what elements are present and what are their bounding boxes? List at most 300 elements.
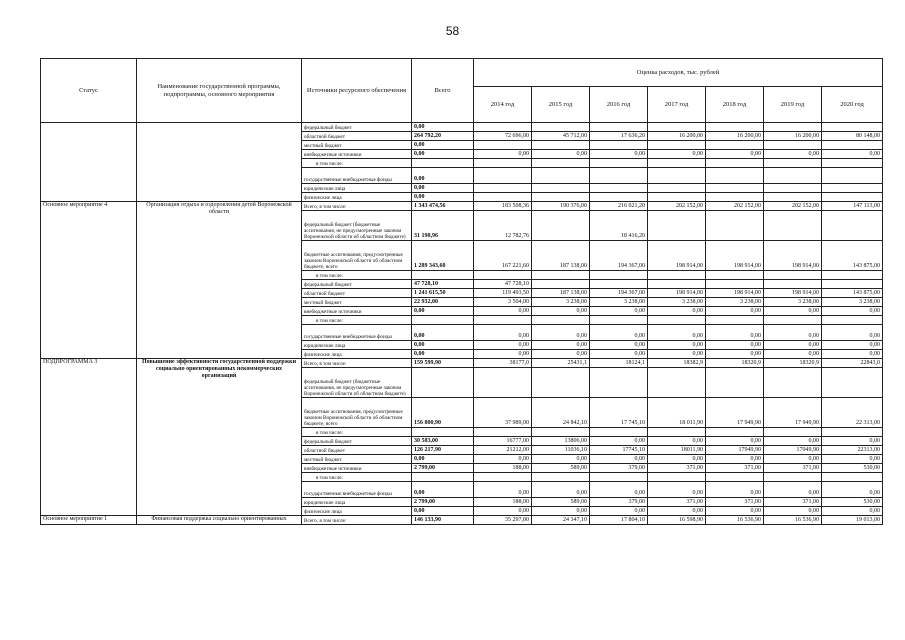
row-year-value: 72 696,00 (474, 132, 532, 141)
header-year: 2019 год (764, 87, 822, 123)
row-year-value (474, 316, 532, 325)
row-year-value: 47 728,10 (474, 280, 532, 289)
row-year-value: 25431,1 (532, 359, 590, 368)
row-year-value: 0,00 (822, 455, 883, 464)
row-year-value: 13806,00 (532, 437, 590, 446)
row-year-value: 0,00 (590, 150, 648, 159)
row-year-value (822, 428, 883, 437)
row-total: 126 217,90 (412, 446, 474, 455)
header-year: 2014 год (474, 87, 532, 123)
row-year-value (590, 316, 648, 325)
row-year-value: 18320,9 (706, 359, 764, 368)
row-year-value: 0,00 (532, 455, 590, 464)
row-year-value: 18124,1 (590, 359, 648, 368)
row-year-value (474, 368, 532, 398)
row-year-value (648, 168, 706, 184)
row-year-value: 0,00 (764, 455, 822, 464)
row-year-value: 16 200,00 (648, 132, 706, 141)
row-total (412, 473, 474, 482)
row-year-value: 371,00 (648, 498, 706, 507)
row-year-value (648, 271, 706, 280)
row-year-value (822, 141, 883, 150)
row-source: государственные внебюджетные фонды (302, 325, 412, 341)
row-total: 264 792,20 (412, 132, 474, 141)
row-year-value: 0,00 (822, 150, 883, 159)
row-year-value (822, 168, 883, 184)
row-total: 0,00 (412, 168, 474, 184)
row-year-value: 194 367,00 (590, 241, 648, 271)
row-year-value: 0,00 (532, 307, 590, 316)
row-year-value: 24 842,10 (532, 398, 590, 428)
row-year-value: 16 598,90 (648, 516, 706, 525)
row-total: 0,00 (412, 307, 474, 316)
row-year-value (822, 368, 883, 398)
row-source: федеральный бюджет (302, 123, 412, 132)
row-year-value: 198 914,00 (764, 241, 822, 271)
header-year: 2020 год (822, 87, 883, 123)
row-status: Основное мероприятие 1 (41, 516, 137, 525)
row-year-value: 17 949,90 (764, 398, 822, 428)
row-year-value: 0,00 (474, 325, 532, 341)
row-source: в том числе: (302, 473, 412, 482)
row-year-value (532, 141, 590, 150)
row-year-value: 0,00 (532, 150, 590, 159)
row-year-value: 183 508,36 (474, 202, 532, 211)
row-year-value: 0,00 (706, 455, 764, 464)
row-year-value (822, 159, 883, 168)
row-year-value (706, 193, 764, 202)
row-year-value (648, 368, 706, 398)
row-year-value (532, 280, 590, 289)
row-year-value: 371,00 (764, 498, 822, 507)
row-year-value: 17949,90 (706, 446, 764, 455)
row-year-value: 0,00 (590, 307, 648, 316)
row-year-value: 0,00 (822, 482, 883, 498)
row-source: областной бюджет (302, 132, 412, 141)
row-year-value (474, 141, 532, 150)
row-year-value: 17 804,10 (590, 516, 648, 525)
row-year-value: 147 113,00 (822, 202, 883, 211)
row-total: 31 198,96 (412, 211, 474, 241)
row-total: 30 583,00 (412, 437, 474, 446)
header-row (41, 59, 883, 87)
row-year-value: 12 782,76 (474, 211, 532, 241)
row-year-value (706, 280, 764, 289)
row-year-value: 17949,90 (764, 446, 822, 455)
row-program (137, 123, 302, 202)
row-year-value (474, 168, 532, 184)
row-year-value: 24 347,10 (532, 516, 590, 525)
row-year-value (474, 123, 532, 132)
row-year-value: 0,00 (532, 482, 590, 498)
row-year-value: 143 875,00 (822, 289, 883, 298)
row-year-value: 530,00 (822, 464, 883, 473)
row-year-value: 19 013,00 (822, 516, 883, 525)
row-year-value: 0,00 (706, 482, 764, 498)
row-year-value: 21212,00 (474, 446, 532, 455)
row-source: физические лица (302, 507, 412, 516)
row-year-value: 18320,9 (764, 359, 822, 368)
row-year-value: 38177,0 (474, 359, 532, 368)
row-year-value (706, 184, 764, 193)
row-year-value: 0,00 (822, 507, 883, 516)
row-year-value (590, 123, 648, 132)
row-source: областной бюджет (302, 446, 412, 455)
row-year-value: 0,00 (648, 482, 706, 498)
row-total: 0,00 (412, 341, 474, 350)
table-row (41, 359, 883, 368)
row-total: 1 241 615,50 (412, 289, 474, 298)
row-year-value (532, 316, 590, 325)
row-source: бюджетные ассигнования, предусмотренные законом Воронежской области об областном бюджете, всего (302, 241, 412, 271)
row-year-value: 3 238,00 (764, 298, 822, 307)
row-year-value: 202 152,00 (648, 202, 706, 211)
row-year-value (532, 428, 590, 437)
row-total: 159 599,90 (412, 359, 474, 368)
row-year-value (648, 184, 706, 193)
row-year-value: 198 914,00 (706, 241, 764, 271)
row-program: Повышение эффективности государственной поддержки социально ориентированных некоммерческих организаций (137, 359, 302, 516)
row-year-value: 0,00 (706, 150, 764, 159)
row-year-value: 0,00 (474, 482, 532, 498)
row-year-value: 0,00 (764, 307, 822, 316)
header-total: Всего (412, 59, 474, 123)
row-year-value: 167 221,60 (474, 241, 532, 271)
row-year-value: 371,00 (648, 464, 706, 473)
row-year-value: 0,00 (764, 341, 822, 350)
row-year-value: 0,00 (532, 341, 590, 350)
row-year-value (532, 123, 590, 132)
row-year-value (590, 193, 648, 202)
row-year-value: 18 416,20 (590, 211, 648, 241)
table-row (41, 516, 883, 525)
row-year-value: 0,00 (822, 350, 883, 359)
row-year-value (532, 368, 590, 398)
row-total: 156 800,90 (412, 398, 474, 428)
row-total (412, 159, 474, 168)
row-year-value (764, 428, 822, 437)
row-year-value (822, 123, 883, 132)
row-year-value: 0,00 (764, 437, 822, 446)
row-year-value: 0,00 (474, 507, 532, 516)
row-source: федеральный бюджет (302, 437, 412, 446)
row-year-value: 37 989,00 (474, 398, 532, 428)
row-source: внебюджетные источники (302, 150, 412, 159)
row-year-value (590, 168, 648, 184)
row-program: Финансовая поддержка социально ориентированных (137, 516, 302, 525)
row-year-value (764, 316, 822, 325)
row-total: 0,00 (412, 455, 474, 464)
row-year-value: 0,00 (648, 341, 706, 350)
row-year-value: 0,00 (532, 350, 590, 359)
row-year-value (822, 473, 883, 482)
row-year-value (648, 473, 706, 482)
row-source: федеральный бюджет (бюджетные ассигнования, не предусмотренные законом Воронежской области об областном бюджете) (302, 211, 412, 241)
row-total: 47 728,10 (412, 280, 474, 289)
header-year: 2017 год (648, 87, 706, 123)
row-status: ПОДПРОГРАММА 3 (41, 359, 137, 516)
row-year-value (764, 211, 822, 241)
row-year-value (764, 141, 822, 150)
row-total: 146 133,90 (412, 516, 474, 525)
row-year-value: 0,00 (648, 150, 706, 159)
row-year-value (532, 168, 590, 184)
row-year-value (648, 123, 706, 132)
row-total: 0,00 (412, 325, 474, 341)
row-source: юридические лица (302, 184, 412, 193)
row-year-value (764, 123, 822, 132)
row-status: Основное мероприятие 4 (41, 202, 137, 359)
row-year-value (706, 211, 764, 241)
row-year-value: 18011,90 (648, 446, 706, 455)
row-year-value: 0,00 (590, 482, 648, 498)
row-year-value: 3 238,00 (648, 298, 706, 307)
row-total: 0,00 (412, 482, 474, 498)
row-year-value: 35 297,00 (474, 516, 532, 525)
row-year-value: 0,00 (474, 341, 532, 350)
row-year-value: 0,00 (648, 507, 706, 516)
row-total: 0,00 (412, 507, 474, 516)
row-year-value: 198 914,00 (648, 241, 706, 271)
row-year-value: 0,00 (764, 350, 822, 359)
row-source: юридические лица (302, 498, 412, 507)
row-status (41, 123, 137, 202)
row-total: 0,00 (412, 141, 474, 150)
row-year-value: 3 504,00 (474, 298, 532, 307)
row-source: государственные внебюджетные фонды (302, 482, 412, 498)
row-year-value: 0,00 (822, 341, 883, 350)
row-year-value (648, 211, 706, 241)
row-year-value: 530,00 (822, 498, 883, 507)
row-source: областной бюджет (302, 289, 412, 298)
row-year-value: 3 238,00 (590, 298, 648, 307)
row-year-value (474, 428, 532, 437)
header-year: 2016 год (590, 87, 648, 123)
row-year-value: 202 152,00 (764, 202, 822, 211)
page-number: 58 (445, 24, 460, 38)
row-source: внебюджетные источники (302, 464, 412, 473)
row-year-value: 143 875,00 (822, 241, 883, 271)
row-year-value: 0,00 (590, 341, 648, 350)
row-year-value: 0,00 (822, 325, 883, 341)
row-year-value: 17 636,20 (590, 132, 648, 141)
row-total: 1 343 474,56 (412, 202, 474, 211)
row-year-value (532, 193, 590, 202)
row-year-value (706, 271, 764, 280)
row-year-value: 3 238,00 (532, 298, 590, 307)
row-total: 22 932,00 (412, 298, 474, 307)
row-year-value: 216 021,20 (590, 202, 648, 211)
row-year-value: 0,00 (648, 437, 706, 446)
row-year-value (532, 211, 590, 241)
row-program: Организация отдыха и оздоровления детей Воронежской области (137, 202, 302, 359)
row-year-value: 190 376,00 (532, 202, 590, 211)
row-year-value (706, 123, 764, 132)
row-year-value: 0,00 (764, 325, 822, 341)
row-year-value (590, 280, 648, 289)
row-year-value (474, 193, 532, 202)
row-year-value: 371,00 (706, 464, 764, 473)
row-year-value (822, 271, 883, 280)
row-year-value: 0,00 (474, 307, 532, 316)
budget-table-frame (40, 58, 882, 546)
row-year-value (822, 280, 883, 289)
header-source: Источники ресурсного обеспечения (302, 59, 412, 123)
row-year-value (474, 473, 532, 482)
row-year-value: 17745,10 (590, 446, 648, 455)
row-year-value: 0,00 (532, 507, 590, 516)
row-year-value (590, 271, 648, 280)
row-total: 0,00 (412, 123, 474, 132)
row-year-value (706, 428, 764, 437)
row-source: юридические лица (302, 341, 412, 350)
row-year-value: 80 148,00 (822, 132, 883, 141)
row-year-value: 16 200,00 (706, 132, 764, 141)
row-year-value: 194 367,00 (590, 289, 648, 298)
row-year-value: 0,00 (648, 307, 706, 316)
header-program: Наименование государственной программы, подпрограммы, основного мероприятия (137, 59, 302, 123)
row-year-value (648, 316, 706, 325)
row-source: Всего, в том числе: (302, 202, 412, 211)
row-year-value: 379,00 (590, 498, 648, 507)
row-total (412, 368, 474, 398)
table-row (41, 202, 883, 211)
row-source: в том числе: (302, 271, 412, 280)
row-year-value (590, 428, 648, 437)
row-year-value (706, 159, 764, 168)
row-year-value: 0,00 (764, 482, 822, 498)
row-year-value: 18382,9 (648, 359, 706, 368)
row-year-value: 188,00 (474, 464, 532, 473)
row-year-value: 0,00 (590, 437, 648, 446)
budget-table (40, 58, 883, 525)
header-estimate: Оценка расходов, тыс. рублей (474, 59, 883, 87)
row-year-value (532, 159, 590, 168)
row-year-value: 16 536,90 (706, 516, 764, 525)
row-year-value (706, 473, 764, 482)
row-source: федеральный бюджет (302, 280, 412, 289)
row-total: 0,00 (412, 184, 474, 193)
row-year-value: 22 313,00 (822, 398, 883, 428)
row-total: 1 289 343,60 (412, 241, 474, 271)
row-source: местный бюджет (302, 141, 412, 150)
row-year-value: 0,00 (764, 507, 822, 516)
row-source: Всего, в том числе: (302, 516, 412, 525)
row-year-value: 589,00 (532, 464, 590, 473)
row-year-value: 188,00 (474, 498, 532, 507)
row-source: государственные внебюджетные фонды (302, 168, 412, 184)
row-year-value: 16777,00 (474, 437, 532, 446)
row-year-value: 119 493,50 (474, 289, 532, 298)
row-year-value: 371,00 (706, 498, 764, 507)
row-year-value: 187 138,00 (532, 241, 590, 271)
row-source: физические лица (302, 350, 412, 359)
row-source: внебюджетные источники (302, 307, 412, 316)
row-year-value: 16 200,00 (764, 132, 822, 141)
row-year-value: 198 914,00 (706, 289, 764, 298)
row-year-value (822, 316, 883, 325)
row-year-value: 22843,0 (822, 359, 883, 368)
row-year-value (590, 368, 648, 398)
row-source: Всего, в том числе: (302, 359, 412, 368)
row-year-value: 3 238,00 (822, 298, 883, 307)
row-year-value: 22313,00 (822, 446, 883, 455)
row-year-value (648, 159, 706, 168)
row-year-value (764, 280, 822, 289)
row-year-value: 198 914,00 (648, 289, 706, 298)
row-year-value: 17 745,10 (590, 398, 648, 428)
row-year-value (706, 168, 764, 184)
row-year-value (764, 159, 822, 168)
row-total (412, 271, 474, 280)
row-year-value: 0,00 (532, 325, 590, 341)
row-year-value (822, 211, 883, 241)
row-total: 0,00 (412, 193, 474, 202)
row-total (412, 428, 474, 437)
row-year-value: 187 138,00 (532, 289, 590, 298)
row-year-value (764, 168, 822, 184)
row-year-value: 371,00 (764, 464, 822, 473)
row-total: 2 799,00 (412, 498, 474, 507)
row-year-value: 0,00 (474, 150, 532, 159)
row-year-value (474, 159, 532, 168)
row-year-value: 0,00 (822, 437, 883, 446)
row-year-value: 0,00 (764, 150, 822, 159)
row-year-value (648, 428, 706, 437)
row-year-value: 0,00 (590, 325, 648, 341)
row-year-value: 0,00 (590, 350, 648, 359)
row-year-value (474, 271, 532, 280)
row-year-value (648, 280, 706, 289)
row-year-value: 45 712,00 (532, 132, 590, 141)
header-status: Статус (41, 59, 137, 123)
row-year-value (764, 184, 822, 193)
header-year: 2018 год (706, 87, 764, 123)
row-year-value: 0,00 (648, 350, 706, 359)
row-year-value (822, 184, 883, 193)
row-total: 0,00 (412, 350, 474, 359)
row-year-value: 0,00 (706, 325, 764, 341)
row-year-value: 16 536,90 (764, 516, 822, 525)
table-row (41, 123, 883, 132)
row-year-value (764, 193, 822, 202)
row-year-value (532, 473, 590, 482)
row-year-value: 0,00 (706, 437, 764, 446)
row-year-value: 0,00 (648, 455, 706, 464)
row-year-value (590, 184, 648, 193)
row-source: местный бюджет (302, 455, 412, 464)
row-year-value: 18 011,90 (648, 398, 706, 428)
row-year-value (822, 193, 883, 202)
row-source: местный бюджет (302, 298, 412, 307)
header-year: 2015 год (532, 87, 590, 123)
row-year-value: 17 949,90 (706, 398, 764, 428)
row-year-value: 0,00 (706, 341, 764, 350)
row-year-value (764, 271, 822, 280)
row-year-value (764, 368, 822, 398)
row-year-value: 589,00 (532, 498, 590, 507)
row-source: в том числе: (302, 316, 412, 325)
row-year-value: 0,00 (822, 307, 883, 316)
row-source: федеральный бюджет (бюджетные ассигнования, не предусмотренные законом Воронежской области об областном бюджете) (302, 368, 412, 398)
row-year-value (764, 473, 822, 482)
row-year-value (706, 316, 764, 325)
row-year-value: 202 152,00 (706, 202, 764, 211)
row-year-value: 0,00 (590, 507, 648, 516)
row-year-value: 0,00 (706, 507, 764, 516)
row-year-value: 198 914,00 (764, 289, 822, 298)
row-year-value: 0,00 (648, 325, 706, 341)
